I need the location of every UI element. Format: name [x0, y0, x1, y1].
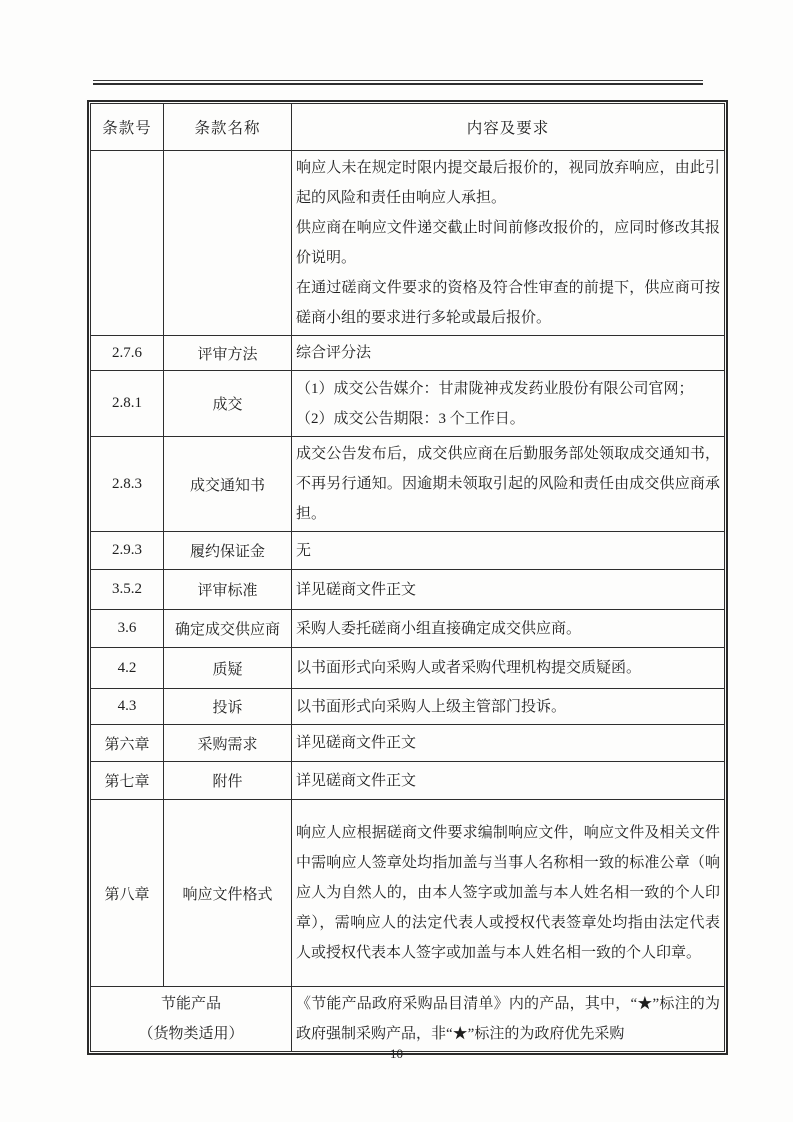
content-paragraph: 采购人委托磋商小组直接确定成交供应商。: [296, 620, 582, 637]
clause-name-cell: [164, 151, 292, 336]
clause-content-cell: [292, 800, 725, 987]
content-paragraph: 响应人应根据磋商文件要求编制响应文件，响应文件及相关文件中需响应人签章处均指加盖与当事人名称相一致的标准公章（响应人为自然人的，由本人签字或加盖与本人姓名相一致的个人印章），需响应人的法定代表人或授权代表签章处均指由法定代表人或授权代表本人签字或加盖与本人姓名相一致的个人印章。: [296, 825, 720, 961]
table-row: [91, 648, 725, 689]
clause-name-cell: 评审方法: [164, 336, 292, 371]
content-paragraph: 详见磋商文件正文: [296, 772, 417, 789]
table-row: [91, 689, 725, 725]
clause-content-cell: [292, 437, 725, 532]
label-line: （货物类适用）: [138, 1026, 244, 1042]
content-paragraph: 综合评分法: [296, 345, 372, 361]
clause-no-cell: 2.7.6: [91, 336, 164, 371]
table-row: [91, 437, 725, 532]
content-paragraph: （2）成交公告期限：3 个工作日。: [296, 410, 525, 427]
clause-no-cell: 3.5.2: [91, 570, 164, 610]
table-row: [91, 987, 725, 1052]
clause-no-cell: 第八章: [91, 800, 164, 987]
content-paragraph: 响应人未在规定时限内提交最后报价的，视同放弃响应，由此引起的风险和责任由响应人承担。: [296, 160, 720, 206]
clauses-table-border: [87, 100, 728, 1055]
content-paragraph: 详见磋商文件正文: [296, 735, 417, 751]
clause-content-cell: [292, 336, 725, 371]
table-row: [91, 725, 725, 762]
clause-no-cell: 4.3: [91, 689, 164, 725]
clause-name-cell: 质疑: [164, 648, 292, 689]
clause-no-cell: 第六章: [91, 725, 164, 762]
clause-content-cell: [292, 610, 725, 648]
clause-name-cell: 成交: [164, 371, 292, 437]
col-header-clause-no: 条款号: [91, 104, 164, 151]
col-header-clause-name: 条款名称: [164, 104, 292, 151]
clause-content-cell: [292, 725, 725, 762]
clause-no-cell: 2.8.3: [91, 437, 164, 532]
content-paragraph: 以书面形式向采购人上级主管部门投诉。: [296, 698, 567, 715]
clause-content-cell: [292, 648, 725, 689]
table-row: [91, 762, 725, 800]
page-header-rule: [93, 80, 703, 85]
clause-content-cell: [292, 371, 725, 437]
table-row: [91, 532, 725, 570]
content-paragraph: （1）成交公告媒介：甘肃陇神戎发药业股份有限公司官网；: [296, 380, 694, 397]
clause-name-cell: 成交通知书: [164, 437, 292, 532]
content-paragraph: 以书面形式向采购人或者采购代理机构提交质疑函。: [296, 660, 642, 676]
clause-no-cell: 3.6: [91, 610, 164, 648]
clause-no-cell: 第七章: [91, 762, 164, 800]
clause-no-cell: 2.8.1: [91, 371, 164, 437]
clause-content-cell: [292, 689, 725, 725]
table-row: [91, 610, 725, 648]
clause-label-cell: [91, 987, 292, 1052]
table-row: [91, 800, 725, 987]
clause-content-cell: [292, 532, 725, 570]
table-header-row: [91, 104, 725, 151]
table-row: [91, 151, 725, 336]
clause-name-cell: 采购需求: [164, 725, 292, 762]
clause-content-cell: [292, 762, 725, 800]
clause-content-cell: [292, 987, 725, 1052]
clause-name-cell: 附件: [164, 762, 292, 800]
clauses-table: [90, 103, 725, 1052]
clause-no-cell: [91, 151, 164, 336]
clause-name-cell: 投诉: [164, 689, 292, 725]
col-header-content: 内容及要求: [292, 104, 725, 151]
clause-content-cell: [292, 151, 725, 336]
clause-no-cell: 4.2: [91, 648, 164, 689]
table-row: [91, 371, 725, 437]
table-row: [91, 336, 725, 371]
clause-name-cell: 响应文件格式: [164, 800, 292, 987]
content-paragraph: 在通过磋商文件要求的资格及符合性审查的前提下，供应商可按磋商小组的要求进行多轮或最后报价。: [296, 280, 720, 326]
content-paragraph: 无: [296, 542, 312, 559]
content-paragraph: 成交公告发布后，成交供应商在后勤服务部处领取成交通知书，不再另行通知。因逾期未领取引起的风险和责任由成交供应商承担。: [296, 446, 720, 522]
content-paragraph: 详见磋商文件正文: [296, 581, 417, 598]
clause-name-cell: 确定成交供应商: [164, 610, 292, 648]
clause-no-cell: 2.9.3: [91, 532, 164, 570]
table-row: [91, 570, 725, 610]
clause-content-cell: [292, 570, 725, 610]
clause-name-cell: 履约保证金: [164, 532, 292, 570]
content-paragraph: 《节能产品政府采购品目清单》内的产品，其中，“★”标注的为政府强制采购产品，非“★”标注的为政府优先采购: [296, 996, 720, 1042]
label-line: 节能产品: [160, 996, 221, 1012]
clause-name-cell: 评审标准: [164, 570, 292, 610]
content-paragraph: 供应商在响应文件递交截止时间前修改报价的，应同时修改其报价说明。: [296, 220, 720, 266]
page-number: 10: [390, 1046, 403, 1061]
